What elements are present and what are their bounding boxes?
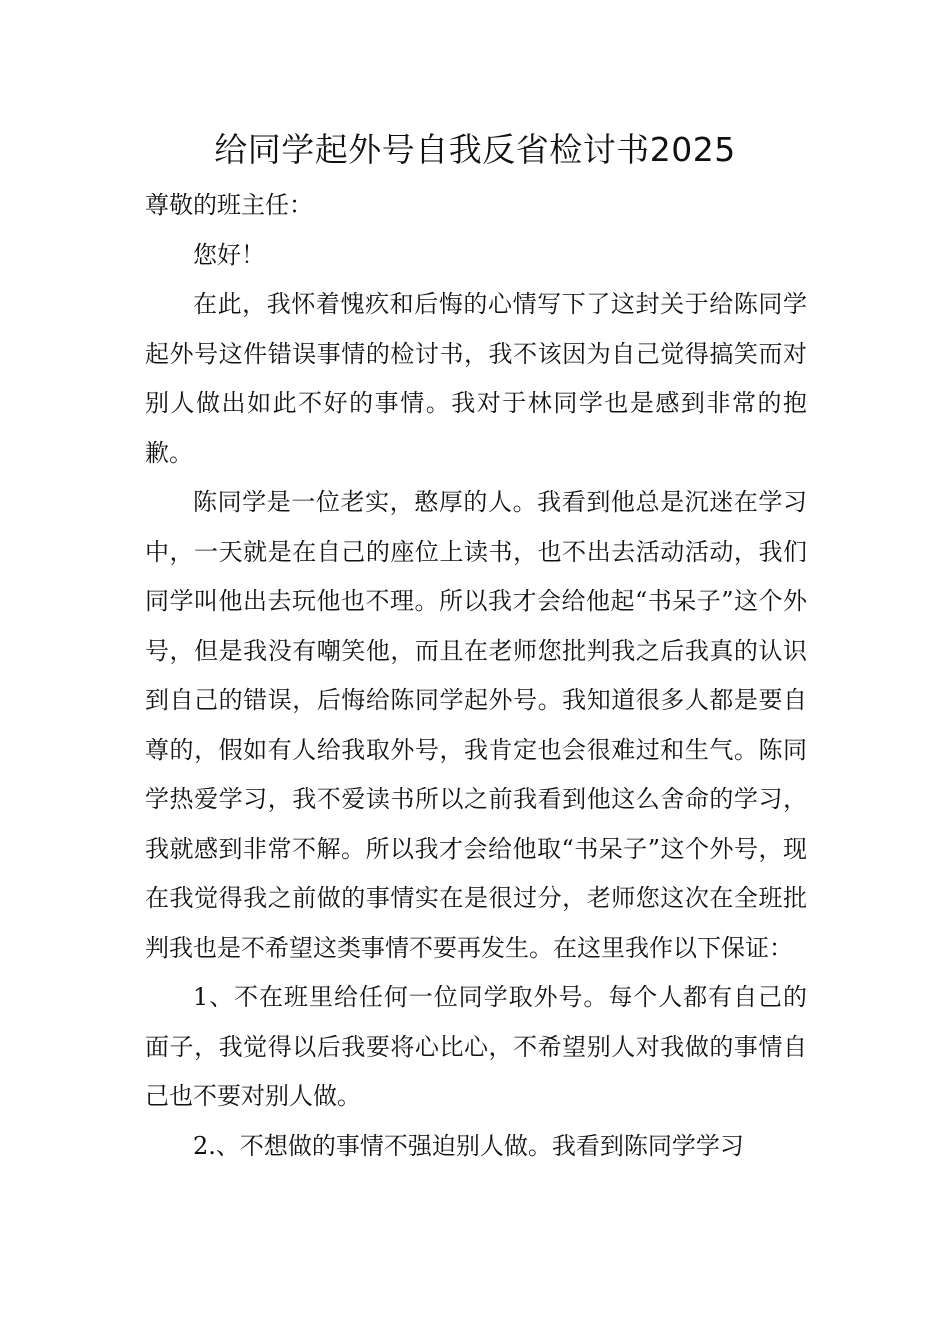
paragraph-explanation: 陈同学是一位老实，憨厚的人。我看到他总是沉迷在学习中，一天就是在自己的座位上读书，也不出去活动活动，我们同学叫他出去玩他也不理。所以我才会给他起“书呆子”这个外号，但是我没有嘲笑他，而且在老师您批判我之后我真的认识到自己的错误，后悔给陈同学起外号。我知道很多人都是要自尊的，假如有人给我取外号，我肯定也会很难过和生气。陈同学热爱学习，我不爱读书所以之前我看到他这么舍命的学习，我就感到非常不解。所以我才会给他取“书呆子”这个外号，现在我觉得我之前做的事情实在是很过分，老师您这次在全班批判我也是不希望这类事情不要再发生。在这里我作以下保证：	[145, 488, 807, 962]
paragraph-promise-2: 2.、不想做的事情不强迫别人做。我看到陈同学学习	[193, 1131, 744, 1160]
document-title: 给同学起外号自我反省检讨书2025	[214, 130, 736, 169]
greeting: 您好！	[193, 240, 265, 269]
paragraph-promise-1: 1、不在班里给任何一位同学取外号。每个人都有自己的面子，我觉得以后我要将心比心，不希望别人对我做的事情自己也不要对别人做。	[145, 983, 807, 1110]
paragraph-intro: 在此，我怀着愧疚和后悔的心情写下了这封关于给陈同学起外号这件错误事情的检讨书，我不该因为自己觉得搞笑而对别人做出如此不好的事情。我对于林同学也是感到非常的抱歉。	[145, 290, 807, 467]
document-body	[145, 181, 807, 1171]
salutation: 尊敬的班主任：	[145, 191, 313, 219]
